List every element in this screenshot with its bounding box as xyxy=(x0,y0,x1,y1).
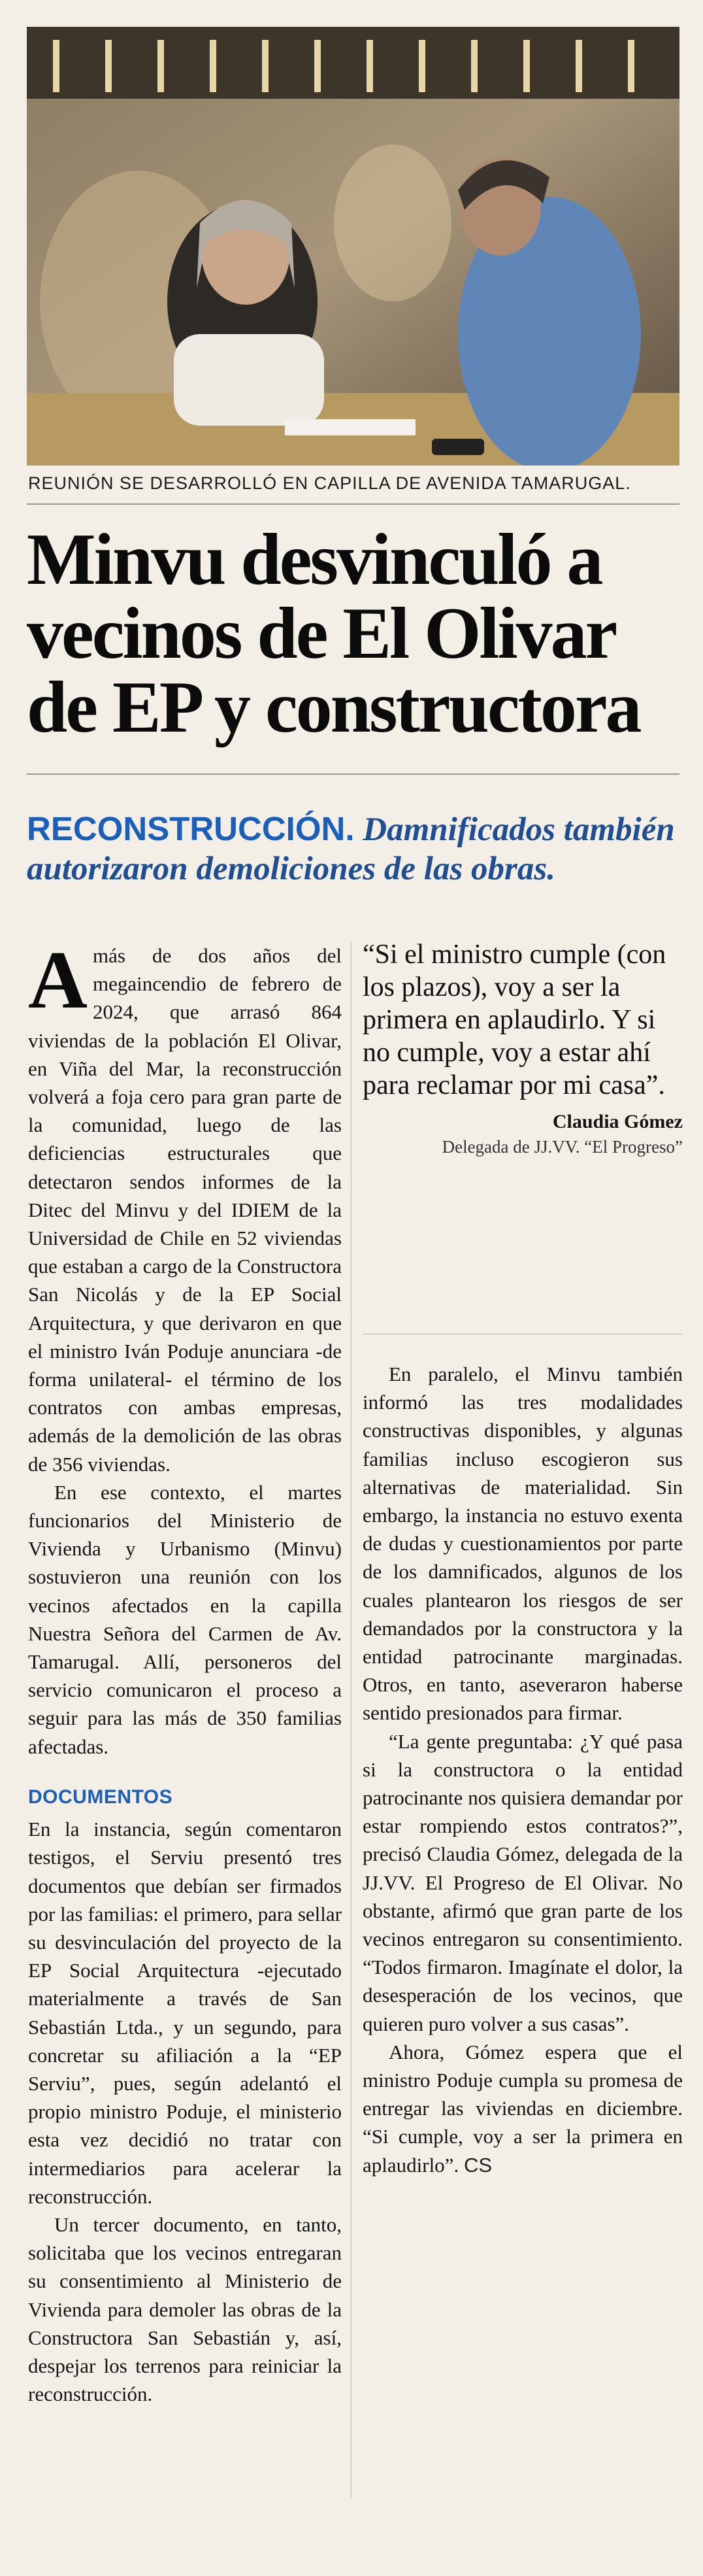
body-paragraph-3: En la instancia, según comentaron testigos, el Serviu presentó tres documentos que debían ser firmados por las familias: el primero, para sellar su desvinculación del proyecto de la EP Social Arquitectura -ejecutado materialmente a través de San Sebastián Ltda., y un segundo, para concretar su afiliación a la “EP Serviu”, pues, según adelantó el propio ministro Poduje, el ministerio esta vez decidió no tratar con intermediarios para acelerar la reconstrucción. xyxy=(28,1818,342,2208)
body-paragraph-5: En paralelo, el Minvu también informó las tres modalidades constructivas disponibles, y algunas familias incluso escogieron sus alternativas de materialidad. Sin embargo, la instancia no estuvo exenta de dudas y cuestionamientos por parte de los damnificados, algunos de los cuales plantearon los riesgos de ser demandados por la constructora y la entidad patrocinante marginadas. Otros, en tanto, aseveraron haberse sentido presionados para firmar. xyxy=(363,1363,683,1725)
photo-caption: REUNIÓN SE DESARROLLÓ EN CAPILLA DE AVENIDA TAMARUGAL. xyxy=(28,473,631,493)
article-photo xyxy=(27,27,679,466)
subheadline-text: Damnificados también autorizaron demoliciones de las obras. xyxy=(27,811,675,887)
pull-quote-role: Delegada de JJ.VV. “El Progreso” xyxy=(442,1137,683,1157)
body-paragraph-1 xyxy=(28,935,342,1478)
body-paragraph-2: En ese contexto, el martes funcionarios del Ministerio de Vivienda y Urbanismo (Minvu) sostuvieron una reunión con los vecinos afectados en la capilla Nuestra Señora del Carmen de Av. Tamarugal. Allí, personeros del servicio comunicaron el proceso a seguir para las más de 350 familias afectadas. xyxy=(28,1480,342,1758)
column-divider xyxy=(351,941,352,2498)
paragraph-7-text: Ahora, Gómez espera que el ministro Poduje cumpla su promesa de entregar las viviendas en diciembre. “Si cumple, voy a ser la primera en aplaudirlo”. xyxy=(363,2040,683,2177)
subheadline xyxy=(27,809,680,889)
caption-divider xyxy=(27,503,679,505)
pull-quote xyxy=(363,938,683,1157)
body-paragraph-4: Un tercer documento, en tanto, solicitaba que los vecinos entregaran su consentimiento al Ministerio de Vivienda para demoler las obras de la Constructora San Sebastián y, así, despejar los terrenos para reiniciar la reconstrucción. xyxy=(28,2212,342,2406)
pull-quote-author: Claudia Gómez xyxy=(552,1111,683,1132)
body-column-right xyxy=(363,1360,683,2524)
pull-quote-text: “Si el ministro cumple (con los plazos), voy a ser la primera en aplaudirlo. Y si no cumple, voy a estar ahí para reclamar por mi casa”. xyxy=(363,940,666,1100)
photo-illustration xyxy=(27,27,679,466)
body-paragraph-7 xyxy=(363,2038,683,2179)
end-mark: CS xyxy=(463,2153,493,2177)
headline: Minvu desvinculó a vecinos de El Olivar de EP y constructora xyxy=(27,519,640,748)
body-paragraph-6: “La gente preguntaba: ¿Y qué pasa si la constructora o la entidad patrocinante nos quisiera demandar por estar rompiendo estos contratos?”, precisó Claudia Gómez, delegada de la JJ.VV. El Progreso de El Olivar. No obstante, afirmó que gran parte de los vecinos entregaron su consentimiento. “Todos firmaron. Imagínate el dolor, la desesperación de los vecinos, que quieren puro volver a sus casas”. xyxy=(363,1729,683,2035)
headline-divider xyxy=(27,773,679,775)
drop-cap: A xyxy=(28,935,88,1026)
section-kicker: RECONSTRUCCIÓN. xyxy=(27,810,355,847)
section-heading-documentos: DOCUMENTOS xyxy=(28,1786,173,1808)
body-column-left xyxy=(28,935,342,2524)
paragraph-1-text: más de dos años del megaincendio de febrero de 2024, que arrasó 864 viviendas de la población El Olivar, en Viña del Mar, la reconstrucción volverá a foja cero para gran parte de la comunidad, luego de las deficiencias estructurales que detectaron sendos informes de la Ditec del Minvu y del IDIEM de la Universidad de Chile en 52 viviendas que estaban a cargo de la Constructora San Nicolás y de la EP Social Arquitectura, y que derivaron en que el ministro Iván Poduje anunciara -de forma unilateral- el término de los contratos con ambas empresas, además de la demolición de las obras de 356 viviendas. xyxy=(28,944,342,1476)
